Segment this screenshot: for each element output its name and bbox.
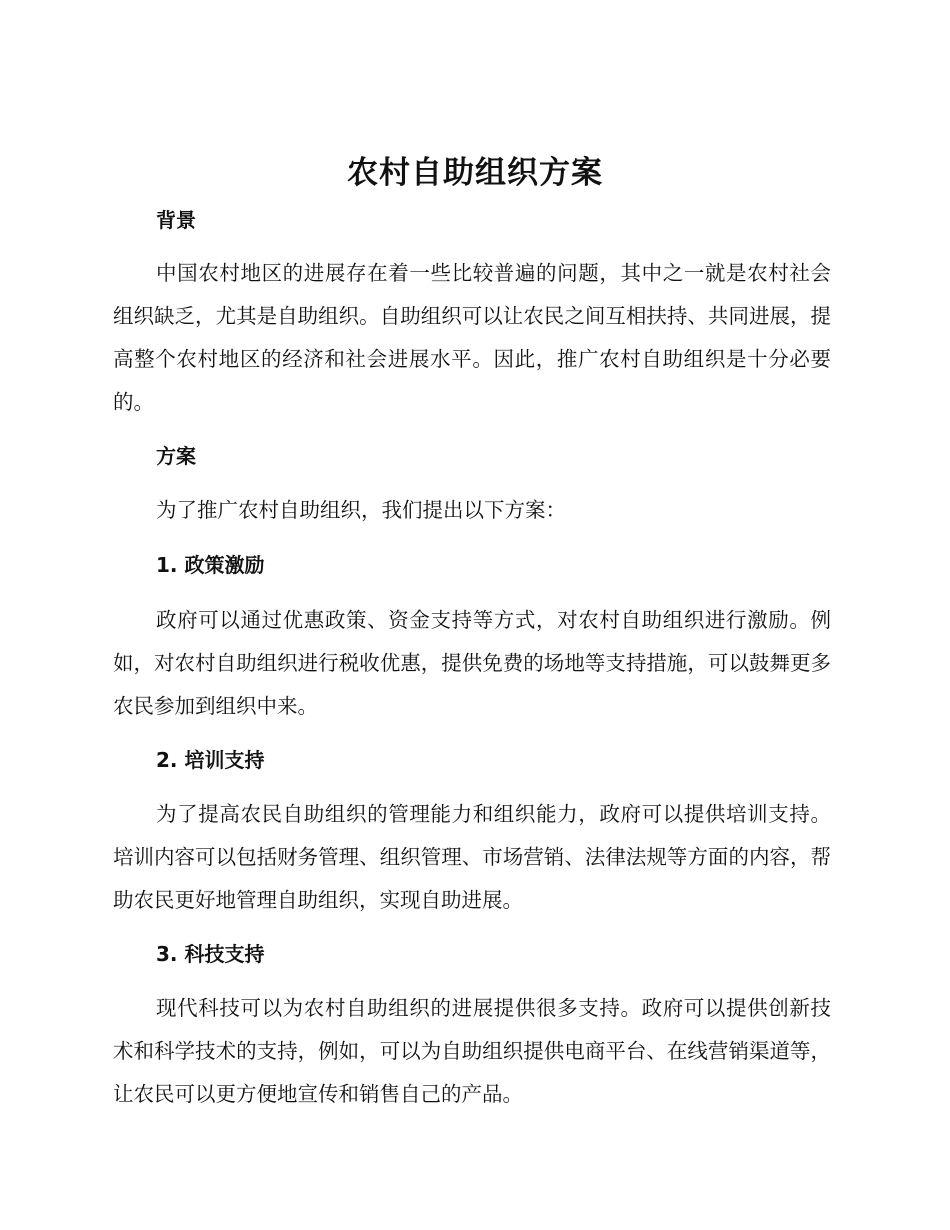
paragraph-plan-intro: 为了推广农村自助组织，我们提出以下方案： <box>156 498 566 522</box>
section-heading-technology-support: 3. 科技支持 <box>156 942 265 966</box>
section-heading-plan: 方案 <box>156 444 196 468</box>
paragraph-background: 中国农村地区的进展存在着一些比较普遍的问题，其中之一就是农村社会组织缺乏，尤其是自助组织。自助组织可以让农民之间互相扶持、共同进展，提高整个农村地区的经济和社会进展水平。因此，推广农村自助组织是十分必要的。 <box>113 261 831 414</box>
paragraph-policy-incentive: 政府可以通过优惠政策、资金支持等方式，对农村自助组织进行激励。例如，对农村自助组织进行税收优惠，提供免费的场地等支持措施，可以鼓舞更多农民参加到组织中来。 <box>113 608 831 718</box>
section-heading-background: 背景 <box>156 208 196 232</box>
section-heading-policy-incentive: 1. 政策激励 <box>156 553 265 577</box>
paragraph-technology-support: 现代科技可以为农村自助组织的进展提供很多支持。政府可以提供创新技术和科学技术的支持，例如，可以为自助组织提供电商平台、在线营销渠道等，让农民可以更方便地宣传和销售自己的产品。 <box>113 996 831 1106</box>
section-heading-training-support: 2. 培训支持 <box>156 748 265 772</box>
paragraph-training-support: 为了提高农民自助组织的管理能力和组织能力，政府可以提供培训支持。培训内容可以包括财务管理、组织管理、市场营销、法律法规等方面的内容，帮助农民更好地管理自助组织，实现自助进展。 <box>113 802 831 912</box>
document-title: 农村自助组织方案 <box>347 155 603 191</box>
